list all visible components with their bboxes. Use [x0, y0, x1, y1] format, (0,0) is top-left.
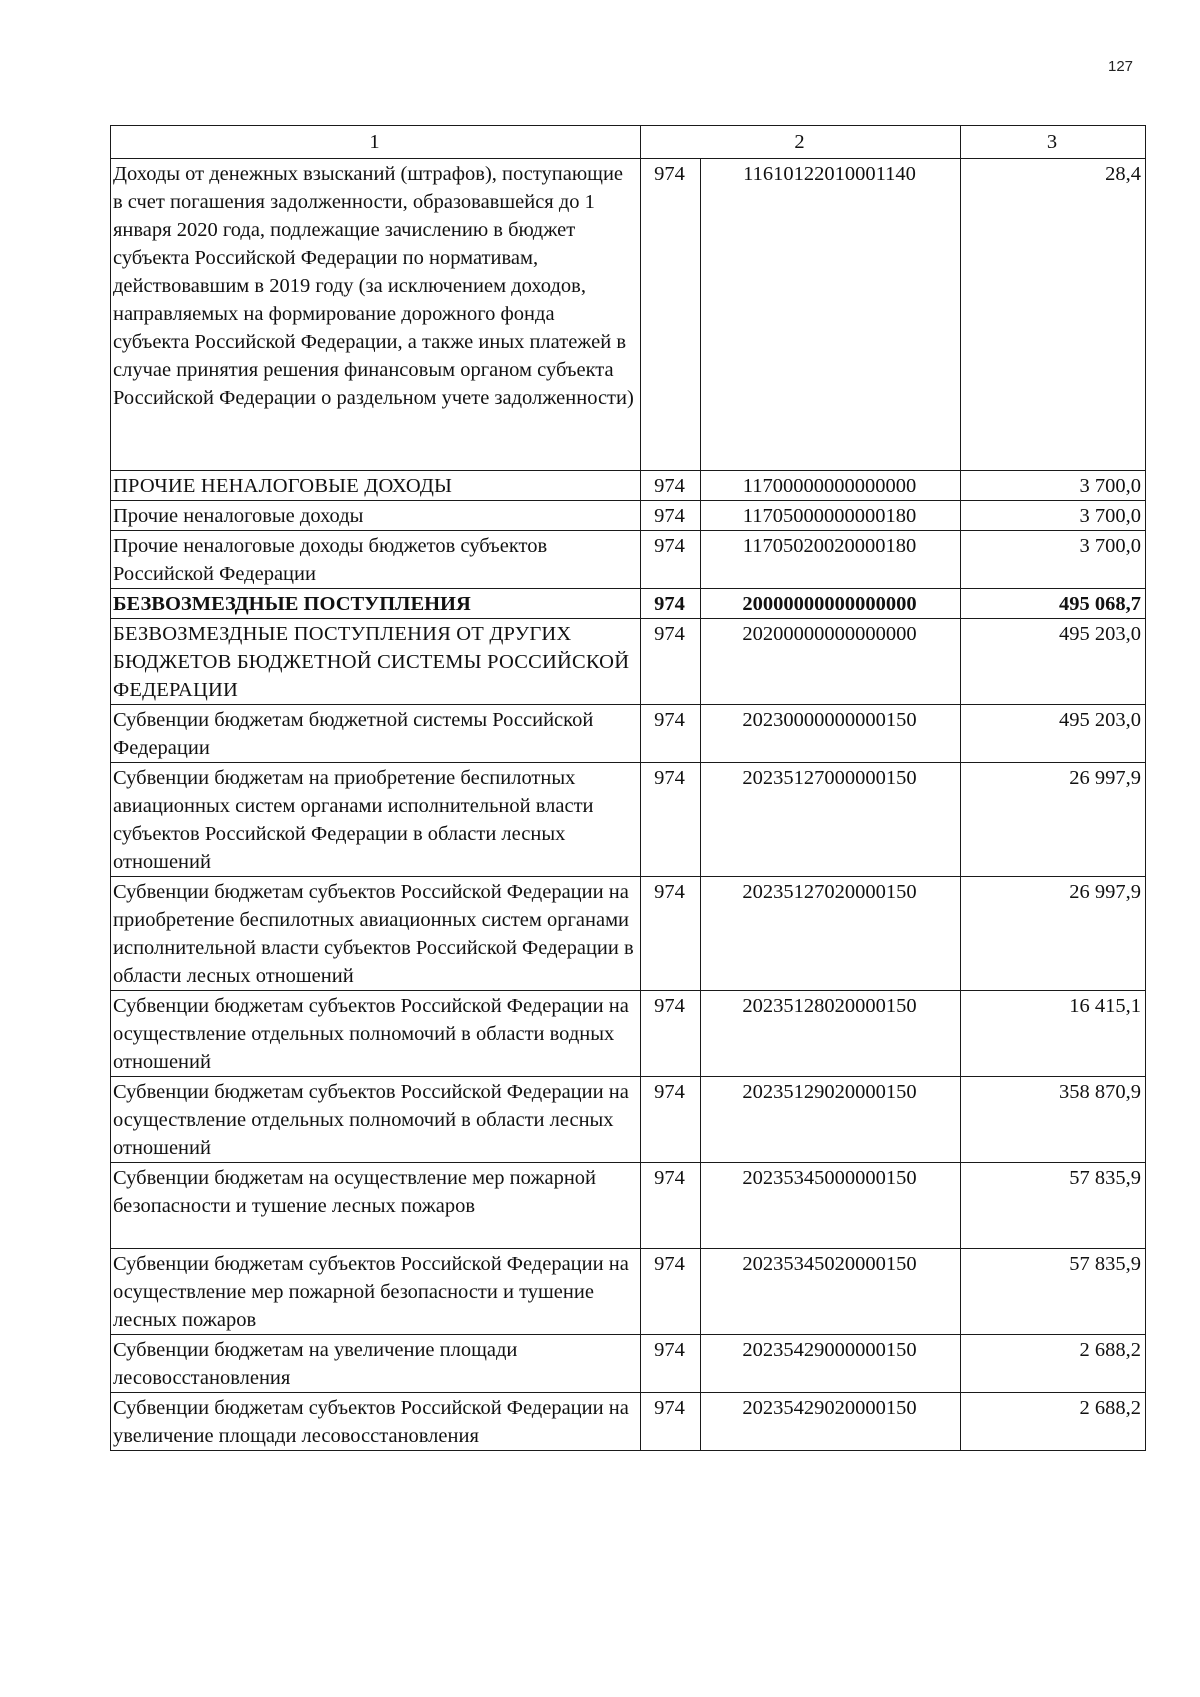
row-sum: 57 835,9	[961, 1249, 1146, 1335]
row-sum: 2 688,2	[961, 1335, 1146, 1393]
row-name: Субвенции бюджетам бюджетной системы Российской Федерации	[111, 705, 641, 763]
row-admin-code: 974	[641, 471, 701, 501]
budget-revenue-table	[110, 125, 1146, 1451]
row-admin-code: 974	[641, 1393, 701, 1451]
row-budget-code: 20235429020000150	[701, 1393, 961, 1451]
row-name: Субвенции бюджетам на увеличение площади лесовосстановления	[111, 1335, 641, 1393]
row-admin-code: 974	[641, 619, 701, 705]
row-admin-code: 974	[641, 589, 701, 619]
page-number: 127	[1108, 58, 1134, 75]
row-budget-code: 20235127000000150	[701, 763, 961, 877]
table-row	[111, 1077, 1146, 1163]
row-budget-code: 20200000000000000	[701, 619, 961, 705]
row-name: Субвенции бюджетам на приобретение беспилотных авиационных систем органами исполнительной власти субъектов Российской Федерации в области лесных отношений	[111, 763, 641, 877]
row-budget-code: 20235128020000150	[701, 991, 961, 1077]
row-sum: 495 203,0	[961, 619, 1146, 705]
table-row	[111, 531, 1146, 589]
row-admin-code: 974	[641, 705, 701, 763]
row-admin-code: 974	[641, 1249, 701, 1335]
row-budget-code: 11705020020000180	[701, 531, 961, 589]
row-budget-code: 20235345000000150	[701, 1163, 961, 1249]
row-budget-code: 11610122010001140	[701, 159, 961, 471]
table-row	[111, 1163, 1146, 1249]
row-admin-code: 974	[641, 877, 701, 991]
row-sum: 26 997,9	[961, 763, 1146, 877]
row-budget-code: 20230000000000150	[701, 705, 961, 763]
row-budget-code: 11700000000000000	[701, 471, 961, 501]
row-sum: 2 688,2	[961, 1393, 1146, 1451]
row-name: Субвенции бюджетам субъектов Российской Федерации на осуществление мер пожарной безопасности и тушение лесных пожаров	[111, 1249, 641, 1335]
row-admin-code: 974	[641, 159, 701, 471]
row-name: Субвенции бюджетам на осуществление мер пожарной безопасности и тушение лесных пожаров	[111, 1163, 641, 1249]
row-name: Субвенции бюджетам субъектов Российской Федерации на осуществление отдельных полномочий в области лесных отношений	[111, 1077, 641, 1163]
row-sum: 16 415,1	[961, 991, 1146, 1077]
table-row	[111, 589, 1146, 619]
row-name: БЕЗВОЗМЕЗДНЫЕ ПОСТУПЛЕНИЯ ОТ ДРУГИХ БЮДЖЕТОВ БЮДЖЕТНОЙ СИСТЕМЫ РОССИЙСКОЙ ФЕДЕРАЦИИ	[111, 619, 641, 705]
table-row	[111, 159, 1146, 471]
table-row	[111, 501, 1146, 531]
header-col-3: 3	[961, 126, 1146, 159]
row-budget-code: 20235429000000150	[701, 1335, 961, 1393]
row-sum: 495 068,7	[961, 589, 1146, 619]
table-row	[111, 991, 1146, 1077]
row-budget-code: 11705000000000180	[701, 501, 961, 531]
table-row	[111, 705, 1146, 763]
row-budget-code: 20235129020000150	[701, 1077, 961, 1163]
row-sum: 57 835,9	[961, 1163, 1146, 1249]
table-row	[111, 619, 1146, 705]
row-sum: 495 203,0	[961, 705, 1146, 763]
row-sum: 3 700,0	[961, 531, 1146, 589]
row-name: Прочие неналоговые доходы	[111, 501, 641, 531]
table-row	[111, 1393, 1146, 1451]
row-admin-code: 974	[641, 1335, 701, 1393]
row-admin-code: 974	[641, 531, 701, 589]
row-budget-code: 20235127020000150	[701, 877, 961, 991]
table-row	[111, 471, 1146, 501]
row-sum: 28,4	[961, 159, 1146, 471]
row-sum: 3 700,0	[961, 501, 1146, 531]
row-sum: 3 700,0	[961, 471, 1146, 501]
row-name: Доходы от денежных взысканий (штрафов), поступающие в счет погашения задолженности, образовавшейся до 1 января 2020 года, подлежащие зачислению в бюджет субъекта Российской Федерации по нормативам, действовавшим в 2019 году (за исключением доходов, направляемых на формирование дорожного фонда субъекта Российской Федерации, а также иных платежей в случае принятия решения финансовым органом субъекта Российской Федерации о раздельном учете задолженности)	[111, 159, 641, 471]
header-row	[111, 126, 1146, 159]
table-row	[111, 877, 1146, 991]
row-name: Прочие неналоговые доходы бюджетов субъектов Российской Федерации	[111, 531, 641, 589]
table-row	[111, 1335, 1146, 1393]
row-budget-code: 20235345020000150	[701, 1249, 961, 1335]
table-row	[111, 763, 1146, 877]
row-admin-code: 974	[641, 991, 701, 1077]
row-name: ПРОЧИЕ НЕНАЛОГОВЫЕ ДОХОДЫ	[111, 471, 641, 501]
table-row	[111, 1249, 1146, 1335]
row-name: Субвенции бюджетам субъектов Российской Федерации на приобретение беспилотных авиационных систем органами исполнительной власти субъектов Российской Федерации в области лесных отношений	[111, 877, 641, 991]
row-name: Субвенции бюджетам субъектов Российской Федерации на увеличение площади лесовосстановления	[111, 1393, 641, 1451]
row-admin-code: 974	[641, 763, 701, 877]
row-sum: 358 870,9	[961, 1077, 1146, 1163]
row-admin-code: 974	[641, 1163, 701, 1249]
row-name: Субвенции бюджетам субъектов Российской Федерации на осуществление отдельных полномочий в области водных отношений	[111, 991, 641, 1077]
header-col-2: 2	[641, 126, 961, 159]
row-admin-code: 974	[641, 1077, 701, 1163]
row-name: БЕЗВОЗМЕЗДНЫЕ ПОСТУПЛЕНИЯ	[111, 589, 641, 619]
row-admin-code: 974	[641, 501, 701, 531]
header-col-1: 1	[111, 126, 641, 159]
row-sum: 26 997,9	[961, 877, 1146, 991]
row-budget-code: 20000000000000000	[701, 589, 961, 619]
